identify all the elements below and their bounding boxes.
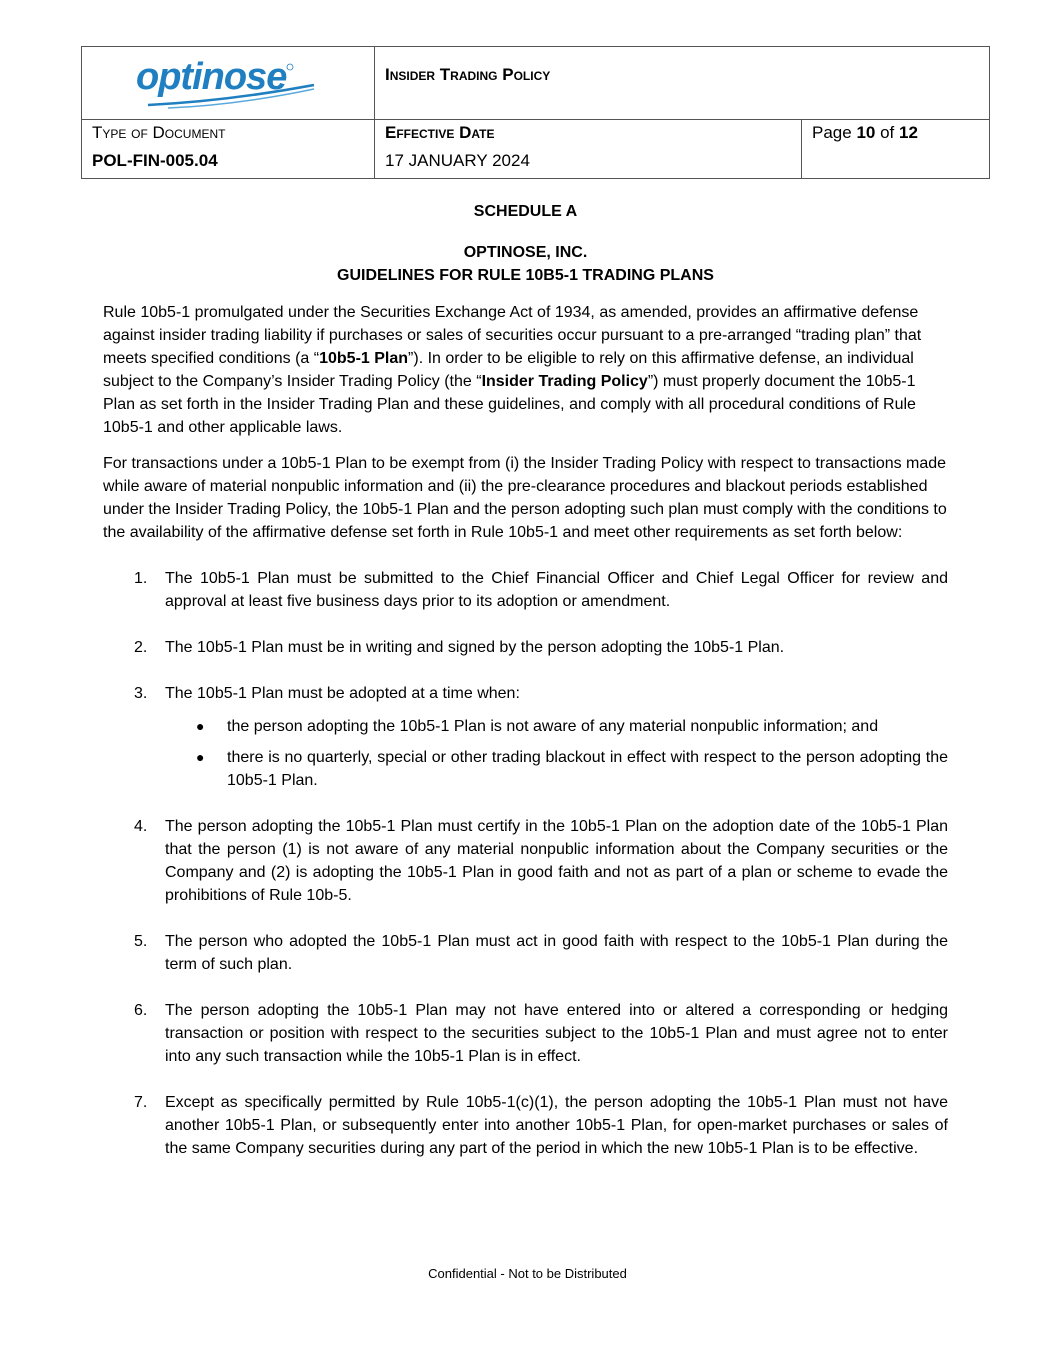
list-item [103,815,948,907]
page-number [812,120,979,146]
logo-cell [82,47,375,120]
item-text: The person adopting the 10b5-1 Plan may not have entered into or altered a corresponding or hedging transaction or position with respect to the securities subject to the 10b5-1 Plan and must agree not to enter into any such transaction while the 10b5-1 Plan is in effect. [165,1002,948,1065]
item-text: Except as specifically permitted by Rule 10b5-1(c)(1), the person adopting the 10b5-1 Plan must not have another 10b5-1 Plan, or subsequently enter into another 10b5-1 Plan, for open-market purchases or sales of the same Company securities during any part of the period in which the new 10b5-1 Plan is to be effective. [165,1094,948,1157]
item-number: 3. [134,685,148,702]
intro-text-e: ”) must properly document the 10b5-1 Plan as set forth in the Insider Trading Plan and these guidelines, and comply with all procedural conditions of Rule 10b5-1 and other applicable laws. [103,373,916,436]
guidelines-heading: GUIDELINES FOR RULE 10B5-1 TRADING PLANS [337,267,714,284]
item-number: 1. [134,570,148,587]
list-item [103,567,948,613]
item-number: 4. [134,818,148,835]
document-title: Insider Trading Policy [375,47,990,120]
document-header [81,46,990,179]
schedule-heading: SCHEDULE A [473,203,578,220]
type-of-document-value: POL-FIN-005.04 [92,151,218,170]
type-of-document-label: Type of Document [92,123,226,142]
logo-text: optinose [136,56,287,98]
optinose-logo [82,47,374,119]
list-item [103,999,948,1068]
sub-bullet-item [165,715,948,738]
intro-text-a: Rule 10b5-1 promulgated under the Securities Exchange Act of 1934, as amended, provides an affirmative defense against insider trading liability if purchases or sales of securities occur pursuant to a pre-arranged “trading plan” that meets specified conditions (a “ [103,304,922,367]
page-prefix: Page [812,123,852,142]
effective-date-value: 17 JANUARY 2024 [385,151,530,170]
item-number: 2. [134,639,148,656]
item-text: The person who adopted the 10b5-1 Plan must act in good faith with respect to the 10b5-1 Plan during the term of such plan. [165,933,948,973]
item-text: The 10b5-1 Plan must be adopted at a time when: [165,685,520,702]
requirements-paragraph: For transactions under a 10b5-1 Plan to be exempt from (i) the Insider Trading Policy with respect to transactions made while aware of material nonpublic information and (ii) the pre-clearance procedures and blackout periods established under the Insider Trading Policy, the 10b5-1 Plan and the person adopting such plan must comply with the conditions to the availability of the affirmative defense set forth in Rule 10b5-1 and meet other requirements as set forth below: [103,455,947,541]
item-number: 7. [134,1094,148,1111]
sub-bullet-list [165,715,948,792]
page-of: of [880,123,895,142]
item-content [165,682,948,792]
bullet-text: there is no quarterly, special or other trading blackout in effect with respect to the person adopting the 10b5-1 Plan. [227,749,948,789]
page-number-cell [802,120,990,179]
document-body [103,200,948,1160]
optinose-logo-icon [128,53,328,113]
effective-date-label: Effective Date [385,123,495,142]
item-number: 6. [134,1002,148,1019]
item-number: 5. [134,933,148,950]
sub-bullet-item [165,746,948,792]
list-item [103,636,948,659]
bullet-text: the person adopting the 10b5-1 Plan is not aware of any material nonpublic information; and [227,718,879,735]
page-current: 10 [856,123,876,142]
requirements-list [103,567,948,1160]
intro-paragraph [103,301,948,439]
defined-term-plan: 10b5-1 Plan [319,350,409,367]
list-item [103,930,948,976]
item-text: The person adopting the 10b5-1 Plan must certify in the 10b5-1 Plan on the adoption date of the 10b5-1 Plan that the person (1) is not aware of any material nonpublic information about the Company securities or the Company and (2) is adopting the 10b5-1 Plan in good faith and not as part of a plan or scheme to evade the prohibitions of Rule 10b-5. [165,818,948,904]
list-item [103,682,948,792]
intro-text-c: ”). In order to be eligible to rely on this affirmative defense, an individual subject to the Company’s Insider Trading Policy (the “ [103,350,914,390]
bullet-icon: ● [196,718,205,734]
effective-date-cell [375,120,802,179]
defined-term-policy: Insider Trading Policy [481,373,648,390]
page-total: 12 [899,123,918,142]
type-of-document-cell [82,120,375,179]
item-text: The 10b5-1 Plan must be submitted to the Chief Financial Officer and Chief Legal Officer for review and approval at least five business days prior to its adoption or amendment. [165,570,948,610]
list-item [103,1091,948,1160]
item-text: The 10b5-1 Plan must be in writing and signed by the person adopting the 10b5-1 Plan. [165,639,785,656]
company-heading: OPTINOSE, INC. [463,244,588,261]
bullet-icon: ● [196,749,205,765]
confidential-footer: Confidential - Not to be Distributed [428,1266,627,1281]
